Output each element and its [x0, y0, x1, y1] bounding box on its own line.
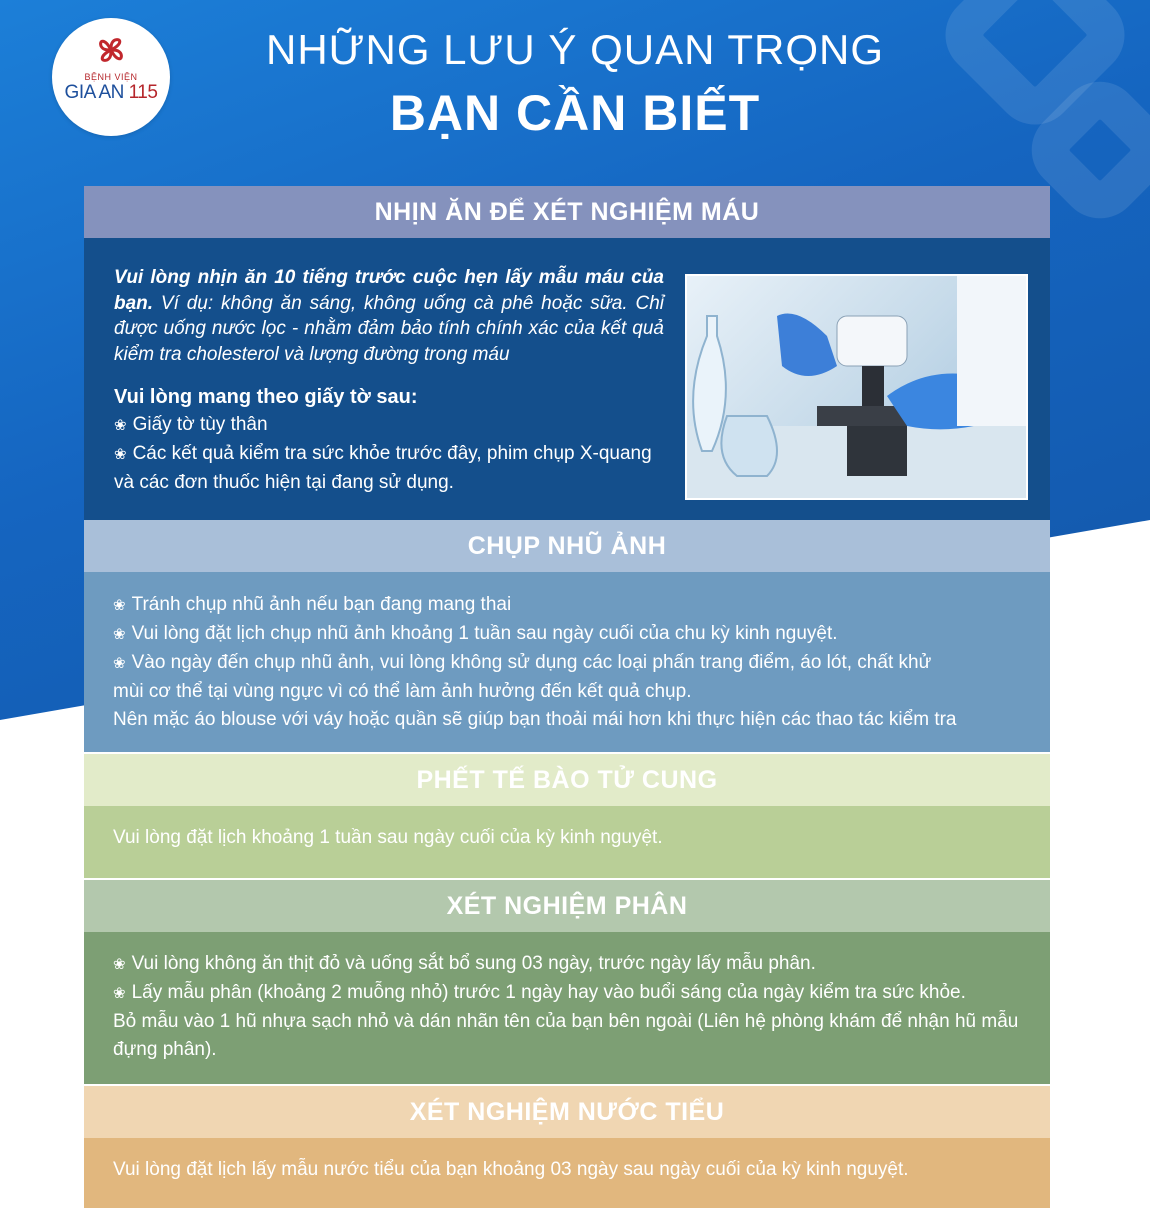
page-title-line2: BẠN CẦN BIẾT	[389, 85, 761, 141]
fasting-paragraph	[114, 265, 664, 367]
fasting-bold: Vui lòng nhịn ăn 10 tiếng trước cuộc hẹn lấy mẫu máu của bạn.	[114, 267, 664, 314]
list-item: ❀ Giấy tờ tùy thân	[114, 411, 664, 440]
section-heading: XÉT NGHIỆM PHÂN	[84, 880, 1050, 932]
page-title-line1: NHỮNG LƯU Ý QUAN TRỌNG	[265, 26, 885, 73]
section-body	[84, 572, 1050, 752]
fasting-detail: Ví dụ: không ăn sáng, không uống cà phê hoặc sữa. Chỉ được uống nước lọc - nhằm đảm bảo tính chính xác của kết quả kiểm tra cholesterol và lượng đường trong máu	[114, 292, 664, 365]
section-text: Vui lòng đặt lịch khoảng 1 tuần sau ngày cuối của kỳ kinh nguyệt.	[113, 827, 663, 848]
documents-heading: Vui lòng mang theo giấy tờ sau:	[114, 386, 418, 408]
section-note: Nên mặc áo blouse với váy hoặc quần sẽ giúp bạn thoải mái hơn khi thực hiện các thao tác kiểm tra	[113, 709, 957, 730]
section-stool-test	[84, 880, 1050, 1084]
logo-subtitle: BỆNH VIỆN	[84, 72, 138, 82]
list-item: ❀ Các kết quả kiểm tra sức khỏe trước đây, phim chụp X-quang và các đơn thuốc hiện tại đang sử dụng.	[114, 440, 664, 497]
section-heading: PHẾT TẾ BÀO TỬ CUNG	[84, 754, 1050, 806]
section-body	[84, 238, 1050, 520]
section-heading: NHỊN ĂN ĐỂ XÉT NGHIỆM MÁU	[84, 186, 1050, 238]
list-item: ❀ Tránh chụp nhũ ảnh nếu bạn đang mang thai	[113, 591, 1050, 620]
section-mammography	[84, 520, 1050, 752]
section-heading: CHỤP NHŨ ẢNH	[84, 520, 1050, 572]
section-blood-test	[84, 186, 1050, 520]
section-heading: XÉT NGHIỆM NƯỚC TIỂU	[84, 1086, 1050, 1138]
section-text: Vui lòng đặt lịch lấy mẫu nước tiểu của bạn khoảng 03 ngày sau ngày cuối của kỳ kinh nguyệt.	[113, 1159, 909, 1180]
section-body	[84, 1138, 1050, 1208]
section-urine-test	[84, 1086, 1050, 1208]
section-text	[114, 265, 664, 497]
section-pap-smear	[84, 754, 1050, 878]
lab-microscope-image	[685, 274, 1028, 500]
logo-name-text: GIA AN	[64, 82, 124, 103]
section-note: Bỏ mẫu vào 1 hũ nhựa sạch nhỏ và dán nhãn tên của bạn bên ngoài (Liên hệ phòng khám để nhận hũ mẫu đựng phân).	[113, 1011, 1019, 1060]
logo-number: 115	[128, 82, 158, 103]
list-item: ❀ Lấy mẫu phân (khoảng 2 muỗng nhỏ) trước 1 ngày hay vào buổi sáng của ngày kiểm tra sức khỏe.	[113, 979, 1050, 1008]
list-item: ❀ Vào ngày đến chụp nhũ ảnh, vui lòng không sử dụng các loại phấn trang điểm, áo lót, chất khử mùi cơ thể tại vùng ngực vì có thể làm ảnh hưởng đến kết quả chụp.	[113, 649, 933, 706]
section-body	[84, 932, 1050, 1084]
list-item: ❀ Vui lòng không ăn thịt đỏ và uống sắt bổ sung 03 ngày, trước ngày lấy mẫu phân.	[113, 950, 1050, 979]
section-body	[84, 806, 1050, 878]
list-item: ❀ Vui lòng đặt lịch chụp nhũ ảnh khoảng 1 tuần sau ngày cuối của chu kỳ kinh nguyệt.	[113, 620, 1050, 649]
